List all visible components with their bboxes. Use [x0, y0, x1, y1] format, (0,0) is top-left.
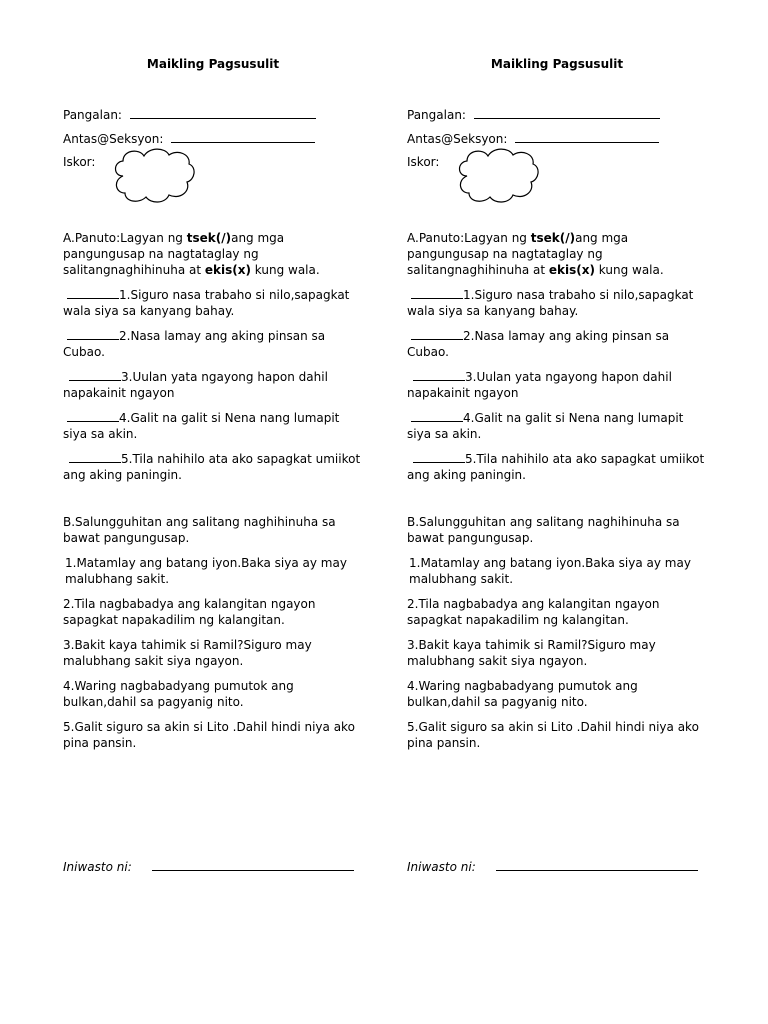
quiz-sheet-right [407, 0, 727, 1024]
answer-blank[interactable] [413, 450, 465, 463]
instruction-text: ang mga pangungusap na nagtataglay ng salitangnaghihinuha at [407, 231, 629, 277]
answer-blank[interactable] [69, 450, 121, 463]
item-text: 5.Tila nahihilo ata ako sapagkat umiikot ang aking paningin. [407, 452, 705, 482]
instruction-text: ang mga pangungusap na nagtataglay ng salitangnaghihinuha at [63, 231, 285, 277]
part-b-item: 5.Galit siguro sa akin si Lito .Dahil hindi niya ako pina pansin. [63, 720, 355, 750]
section-blank[interactable] [515, 130, 659, 143]
score-cloud-icon[interactable] [453, 146, 541, 206]
answer-blank[interactable] [411, 327, 463, 340]
sheet-title: Maikling Pagsusulit [490, 57, 624, 71]
item-text: 2.Nasa lamay ang aking pinsan sa Cubao. [63, 329, 326, 359]
name-label: Pangalan: [63, 108, 122, 122]
sheet-title: Maikling Pagsusulit [146, 57, 280, 71]
instruction-text: A.Panuto:Lagyan ng [407, 231, 531, 245]
part-a-item [63, 327, 363, 360]
part-b-item: 2.Tila nagbabadya ang kalangitan ngayon sapagkat napakadilim ng kalangitan. [63, 597, 316, 627]
section-row [63, 130, 315, 147]
checked-by-blank[interactable] [496, 858, 698, 871]
score-row [63, 154, 95, 170]
name-blank[interactable] [130, 106, 316, 119]
part-a-item [63, 409, 363, 442]
instruction-text: kung wala. [250, 263, 320, 277]
item-text: 3.Uulan yata ngayong hapon dahil napakainit ngayon [63, 370, 328, 400]
answer-blank[interactable] [411, 409, 463, 422]
item-text: 4.Galit na galit si Nena nang lumapit siya sa akin. [407, 411, 684, 441]
instruction-ekis: ekis(x) [548, 263, 595, 277]
part-a-item [407, 450, 707, 483]
part-b-item: 4.Waring nagbabadyang pumutok ang bulkan,dahil sa pagyanig nito. [63, 679, 294, 709]
section-label: Antas@Seksyon: [407, 132, 508, 146]
item-text: 2.Nasa lamay ang aking pinsan sa Cubao. [407, 329, 670, 359]
score-cloud-icon[interactable] [109, 146, 197, 206]
checked-by-label: Iniwasto ni: [407, 860, 476, 874]
part-a-item [407, 327, 707, 360]
name-row [407, 106, 660, 123]
score-row [407, 154, 439, 170]
part-b-item: 3.Bakit kaya tahimik si Ramil?Siguro may malubhang sakit siya ngayon. [63, 638, 312, 668]
answer-blank[interactable] [413, 368, 465, 381]
part-b-item: 3.Bakit kaya tahimik si Ramil?Siguro may malubhang sakit siya ngayon. [407, 638, 656, 668]
checked-by-blank[interactable] [152, 858, 354, 871]
part-b-item: 5.Galit siguro sa akin si Lito .Dahil hindi niya ako pina pansin. [407, 720, 699, 750]
part-a-item [407, 286, 707, 319]
answer-blank[interactable] [67, 327, 119, 340]
item-text: 1.Siguro nasa trabaho si nilo,sapagkat wala siya sa kanyang bahay. [407, 288, 694, 318]
part-a-item [407, 409, 707, 442]
instruction-tsek: tsek(/) [186, 231, 232, 245]
item-text: 4.Galit na galit si Nena nang lumapit siya sa akin. [63, 411, 340, 441]
part-a-instruction [63, 230, 363, 278]
part-a-item [63, 450, 363, 483]
item-text: 5.Tila nahihilo ata ako sapagkat umiikot ang aking paningin. [63, 452, 361, 482]
section-label: Antas@Seksyon: [63, 132, 164, 146]
part-b-item: 4.Waring nagbabadyang pumutok ang bulkan,dahil sa pagyanig nito. [407, 679, 638, 709]
part-b-item: 1.Matamlay ang batang iyon.Baka siya ay may malubhang sakit. [409, 556, 691, 586]
part-b-instruction: B.Salungguhitan ang salitang naghihinuha sa bawat pangungusap. [63, 515, 336, 545]
instruction-tsek: tsek(/) [530, 231, 576, 245]
section-blank[interactable] [171, 130, 315, 143]
part-b-item: 2.Tila nagbabadya ang kalangitan ngayon sapagkat napakadilim ng kalangitan. [407, 597, 660, 627]
section-row [407, 130, 659, 147]
part-b-item: 1.Matamlay ang batang iyon.Baka siya ay may malubhang sakit. [65, 556, 347, 586]
instruction-text: A.Panuto:Lagyan ng [63, 231, 187, 245]
item-text: 3.Uulan yata ngayong hapon dahil napakainit ngayon [407, 370, 672, 400]
checked-by-row [63, 858, 354, 875]
item-text: 1.Siguro nasa trabaho si nilo,sapagkat wala siya sa kanyang bahay. [63, 288, 350, 318]
part-a-instruction [407, 230, 707, 278]
answer-blank[interactable] [67, 409, 119, 422]
answer-blank[interactable] [67, 286, 119, 299]
checked-by-row [407, 858, 698, 875]
score-label: Iskor: [407, 155, 440, 169]
instruction-text: kung wala. [594, 263, 664, 277]
quiz-sheet-left [63, 0, 383, 1024]
checked-by-label: Iniwasto ni: [63, 860, 132, 874]
part-a-item [407, 368, 707, 401]
name-row [63, 106, 316, 123]
name-blank[interactable] [474, 106, 660, 119]
name-label: Pangalan: [407, 108, 466, 122]
part-b-instruction: B.Salungguhitan ang salitang naghihinuha sa bawat pangungusap. [407, 515, 680, 545]
part-a-item [63, 286, 363, 319]
score-label: Iskor: [63, 155, 96, 169]
answer-blank[interactable] [69, 368, 121, 381]
part-a-item [63, 368, 363, 401]
instruction-ekis: ekis(x) [204, 263, 251, 277]
answer-blank[interactable] [411, 286, 463, 299]
